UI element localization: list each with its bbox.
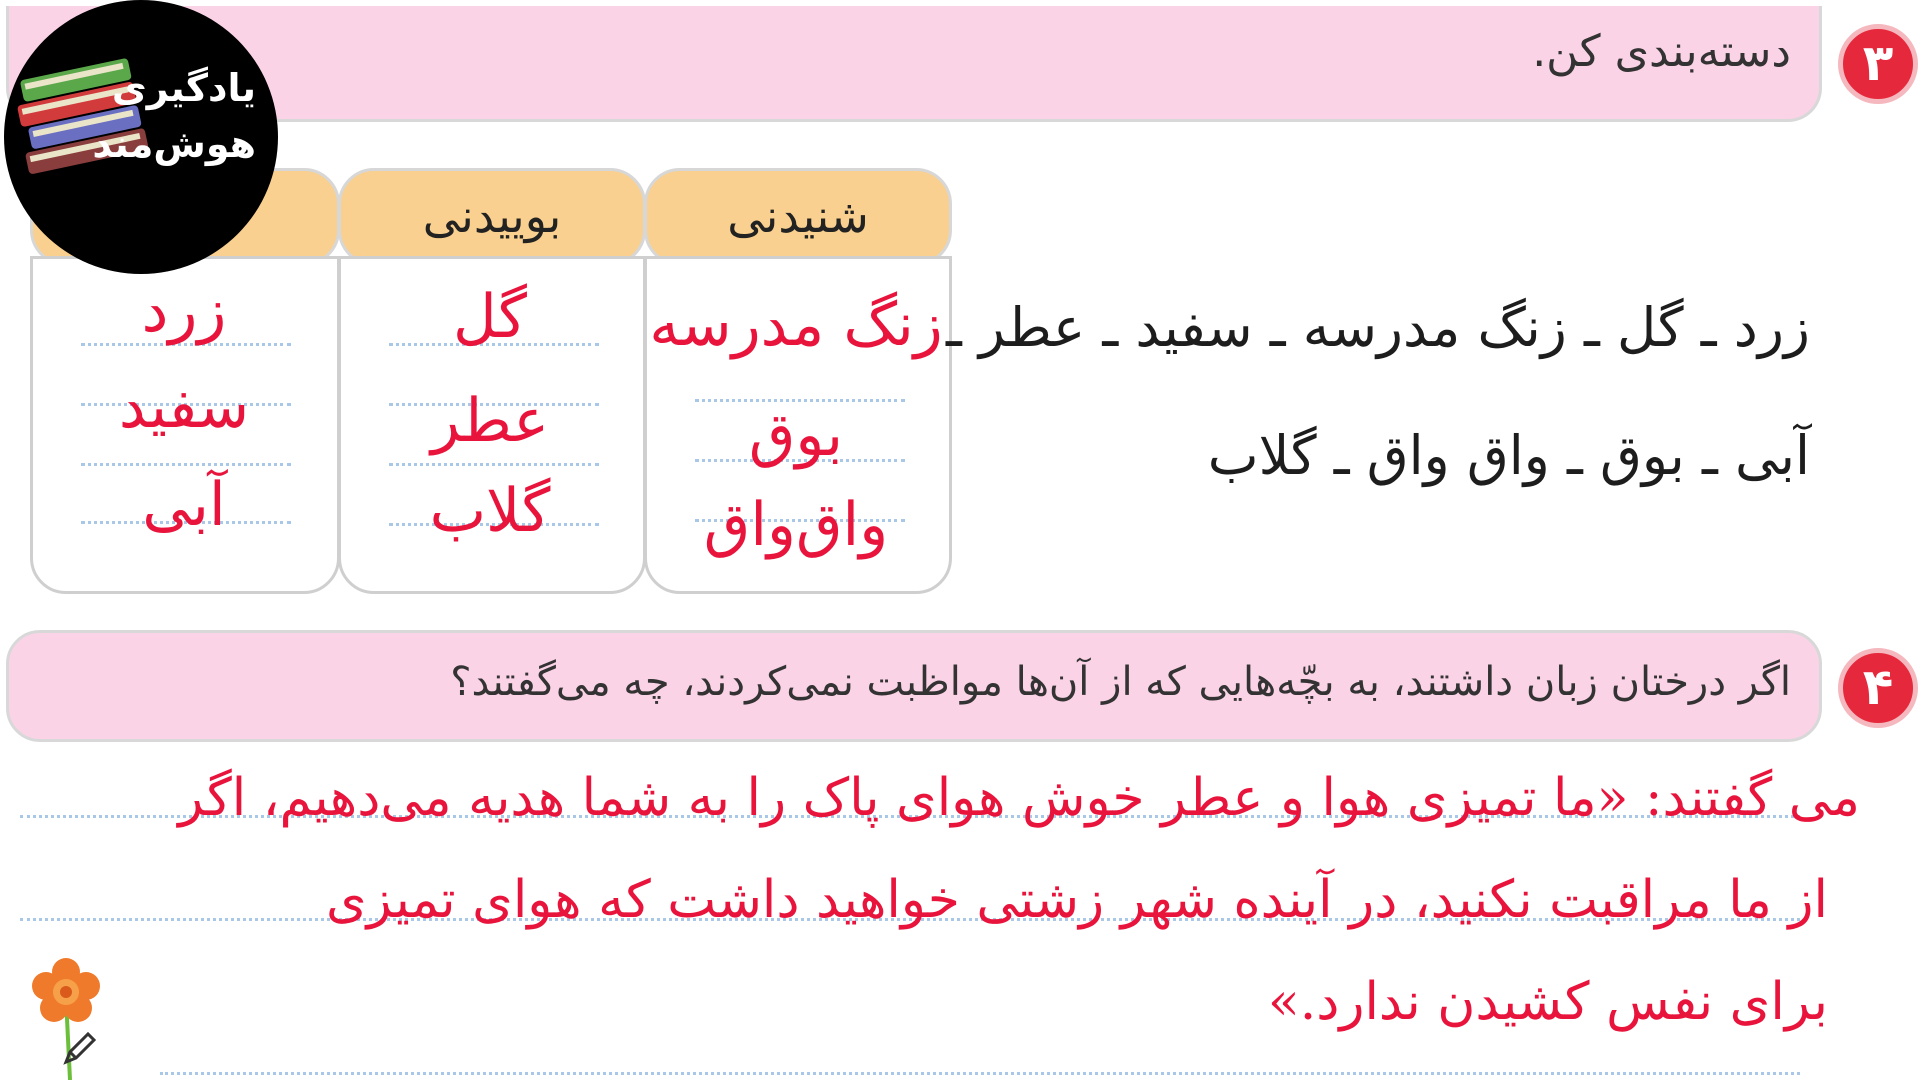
dotted-line	[389, 463, 599, 466]
pencil-icon	[60, 1028, 100, 1068]
word-list-line-2: آبی ـ بوق ـ واق واق ـ گلاب	[1207, 424, 1810, 487]
column-header-hearing: شنیدنی	[644, 168, 952, 266]
answer-line-2: از ما مراقبت نکنید، در آینده شهر زشتی خواهید داشت که هوای تمیزی	[325, 870, 1828, 930]
dotted-line	[81, 463, 291, 466]
logo-text-line-2: هوش‌مند	[92, 122, 256, 166]
answer-seeing-2: سفید	[118, 372, 250, 442]
logo	[4, 0, 278, 274]
answer-smell-3: گلاب	[429, 476, 551, 546]
logo-text-line-1: یادگیری	[111, 66, 256, 110]
answer-smell-1: گل	[452, 282, 527, 352]
answer-seeing-3: آبی	[142, 470, 226, 540]
question-3-number-badge: ۳	[1838, 24, 1918, 104]
word-list-line-1: زرد ـ گل ـ زنگ مدرسه ـ سفید ـ عطر ـ	[945, 296, 1810, 359]
answer-line-3: برای نفس کشیدن ندارد.»	[1267, 972, 1828, 1032]
answer-hearing-1: زنگ مدرسه	[649, 290, 943, 360]
question-4-number-badge: ۴	[1838, 648, 1918, 728]
answer-line-1: می گفتند: «ما تمیزی هوا و عطر خوش هوای پاک را به شما هدیه می‌دهیم، اگر	[178, 768, 1860, 828]
question-3-instruction: دسته‌بندی کن.	[1532, 26, 1791, 77]
answer-seeing-1: زرد	[141, 276, 227, 346]
answer-dotted-line	[160, 1072, 1800, 1075]
answer-hearing-2: بوق	[748, 400, 844, 470]
column-header-smell: بوییدنی	[338, 168, 646, 266]
question-4-text: اگر درختان زبان داشتند، به بچّه‌هایی که از آن‌ها مواظبت نمی‌کردند، چه می‌گفتند؟	[450, 659, 1791, 705]
answer-hearing-3: واق‌واق	[703, 490, 889, 560]
question-3-banner	[6, 6, 1822, 122]
answer-smell-2: عطر	[430, 386, 550, 456]
question-4-banner	[6, 630, 1822, 742]
